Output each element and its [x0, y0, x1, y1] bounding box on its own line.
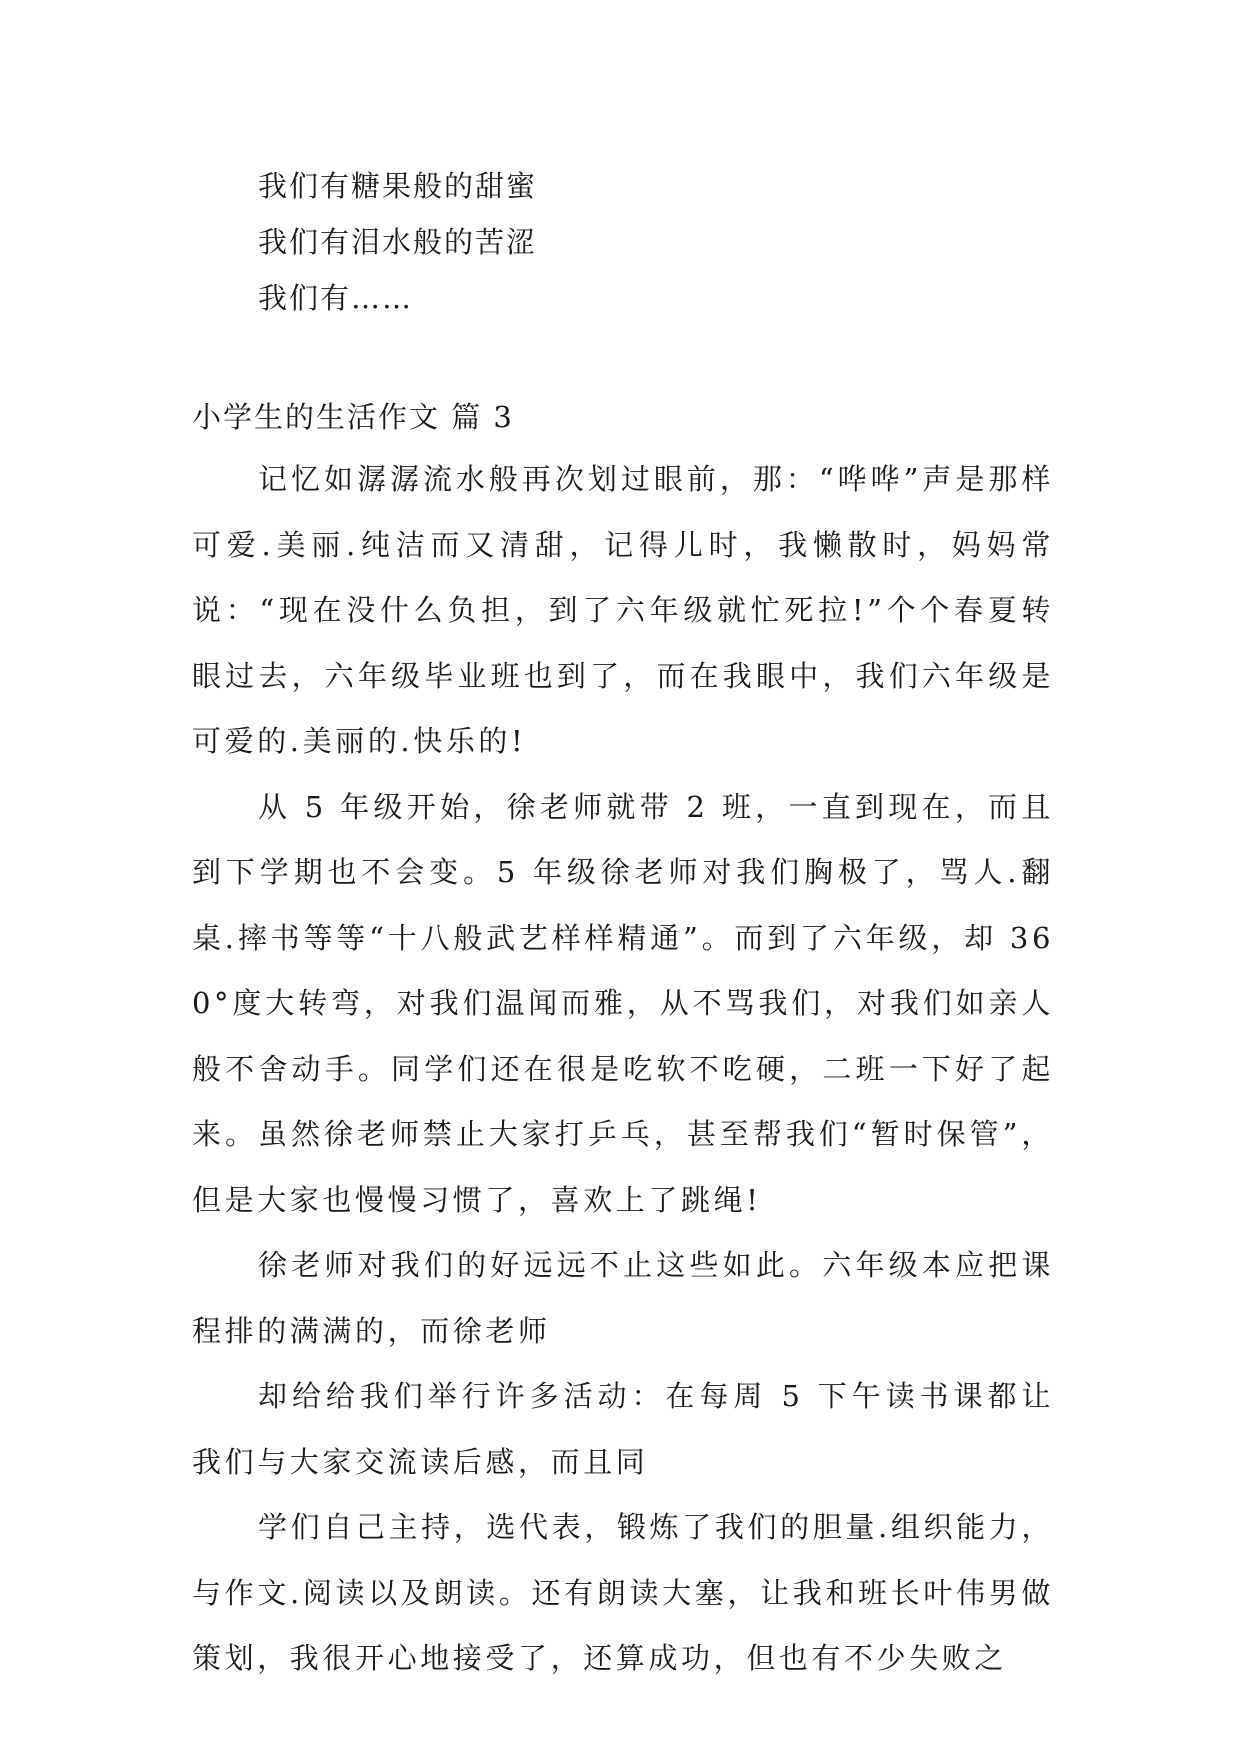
poem-line-1: 我们有糖果般的甜蜜 [258, 169, 538, 203]
paragraph-4: 却给给我们举行许多活动：在每周 5 下午读书课都让我们与大家交流读后感，而且同 [192, 1379, 1054, 1479]
poem-line-3: 我们有…… [258, 281, 414, 315]
paragraph-2: 从 5 年级开始，徐老师就带 2 班，一直到现在，而且到下学期也不会变。5 年级徐老师对我们胸极了，骂人.翻桌.摔书等等“十八般武艺样样精通”。而到了六年级，却 360°度大转弯，对我们温闻而雅，从不骂我们，对我们如亲人般不舍动手。同学们还在很是吃软不吃硬，二班一下好了起来。虽然徐老师禁止大家打乒乓，甚至帮我们“暂时保管”，但是大家也慢慢习惯了，喜欢上了跳绳! [192, 789, 1054, 1217]
paragraph-3: 徐老师对我们的好远远不止这些如此。六年级本应把课程排的满满的，而徐老师 [192, 1248, 1054, 1348]
article-body [192, 447, 1054, 1692]
section-title: 小学生的生活作文 篇 3 [192, 400, 514, 434]
poem-line-2: 我们有泪水般的苦涩 [258, 225, 538, 259]
paragraph-1: 记忆如潺潺流水般再次划过眼前，那：“哗哗”声是那样可爱.美丽.纯洁而又清甜，记得儿时，我懒散时，妈妈常说：“现在没什么负担，到了六年级就忙死拉!”个个春夏转眼过去，六年级毕业班也到了，而在我眼中，我们六年级是可爱的.美丽的.快乐的! [192, 462, 1054, 758]
paragraph-5: 学们自己主持，选代表，锻炼了我们的胆量.组织能力，与作文.阅读以及朗读。还有朗读大塞，让我和班长叶伟男做策划，我很开心地接受了，还算成功，但也有不少失败之 [192, 1510, 1054, 1675]
